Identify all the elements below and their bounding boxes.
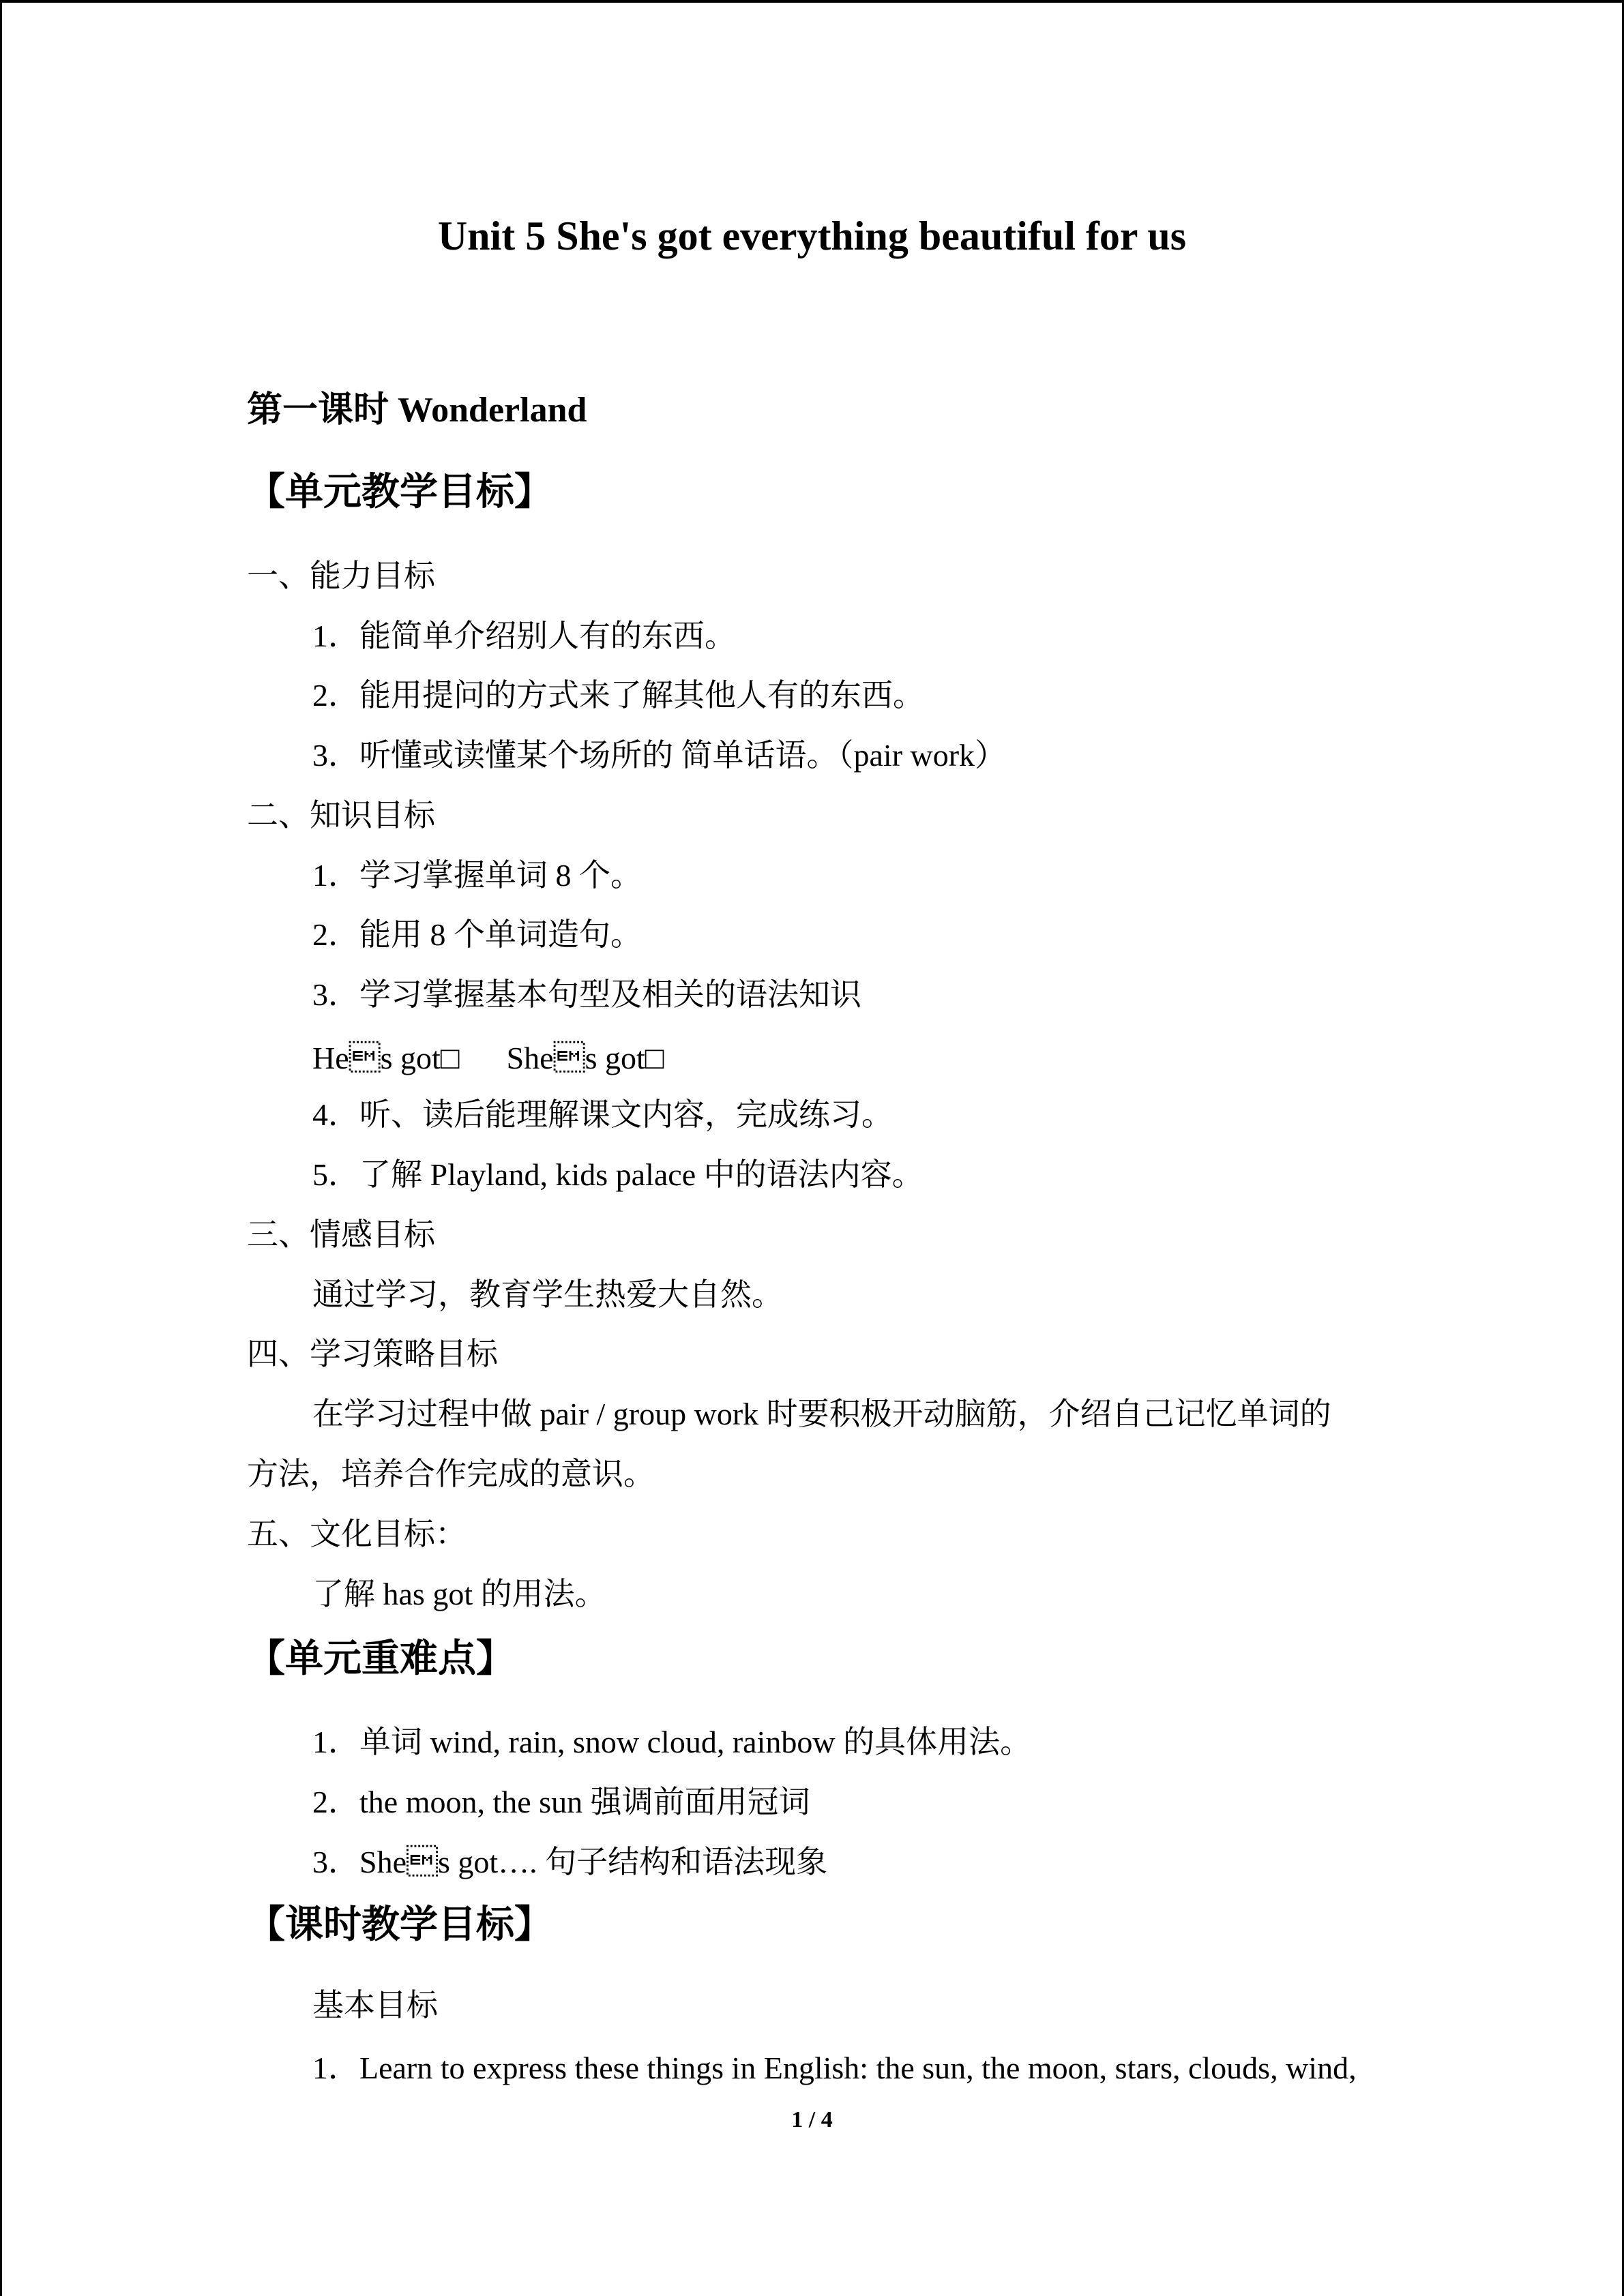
emotion-goals-text: 通过学习，教育学生热爱大自然。 — [312, 1277, 783, 1312]
lesson-goal-item: 1．Learn to express these things in English: the sun, the moon, stars, clouds, wind, — [312, 2051, 1357, 2085]
key-points-heading: 【单元重难点】 — [247, 1637, 514, 1681]
key-point-item: 1．单词 wind, rain, snow cloud, rainbow 的具体用法。 — [312, 1725, 1032, 1759]
knowledge-goal-item: 2．能用 8 个单词造句。 — [312, 917, 642, 952]
ability-goal-item: 3．听懂或读懂某个场所的 简单话语。（pair work） — [312, 738, 1007, 773]
emotion-goals-heading: 三、情感目标 — [247, 1217, 435, 1252]
unit-goals-heading: 【单元教学目标】 — [247, 470, 552, 514]
page-border-left — [0, 0, 2, 2296]
strategy-goals-text: 在学习过程中做 pair / group work 时要积极开动脑筋，介绍自己记忆单词的 — [312, 1397, 1331, 1431]
knowledge-goal-item: 1．学习掌握单词 8 个。 — [312, 858, 642, 893]
culture-goals-text: 了解 has got 的用法。 — [312, 1577, 606, 1611]
knowledge-goals-heading: 二、知识目标 — [247, 798, 435, 833]
ability-goal-item: 1．能简单介绍别人有的东西。 — [312, 618, 736, 653]
basic-goals-heading: 基本目标 — [312, 1988, 438, 2023]
sentence-patterns: Hes got□ Shes got□ — [312, 1041, 664, 1075]
knowledge-goal-item: 3．学习掌握基本句型及相关的语法知识 — [312, 977, 861, 1012]
key-point-item: 2．the moon, the sun 强调前面用冠词 — [312, 1785, 810, 1819]
key-point-item: 3．Shes got…. 句子结构和语法现象 — [312, 1845, 828, 1879]
ability-goal-item: 2．能用提问的方式来了解其他人有的东西。 — [312, 678, 924, 713]
knowledge-goal-item: 4．听、读后能理解课文内容，完成练习。 — [312, 1097, 893, 1132]
page-border-top — [0, 0, 1624, 3]
page-number: 1 / 4 — [791, 2107, 833, 2132]
document-title: Unit 5 She's got everything beautiful for us — [437, 213, 1187, 258]
knowledge-goal-item: 5．了解 Playland, kids palace 中的语法内容。 — [312, 1157, 924, 1192]
culture-goals-heading: 五、文化目标： — [247, 1517, 467, 1551]
lesson-goals-heading: 【课时教学目标】 — [247, 1903, 552, 1947]
ability-goals-heading: 一、能力目标 — [247, 558, 435, 593]
strategy-goals-heading: 四、学习策略目标 — [247, 1337, 498, 1371]
strategy-goals-text: 方法，培养合作完成的意识。 — [247, 1457, 655, 1491]
lesson-heading: 第一课时 Wonderland — [247, 391, 587, 430]
